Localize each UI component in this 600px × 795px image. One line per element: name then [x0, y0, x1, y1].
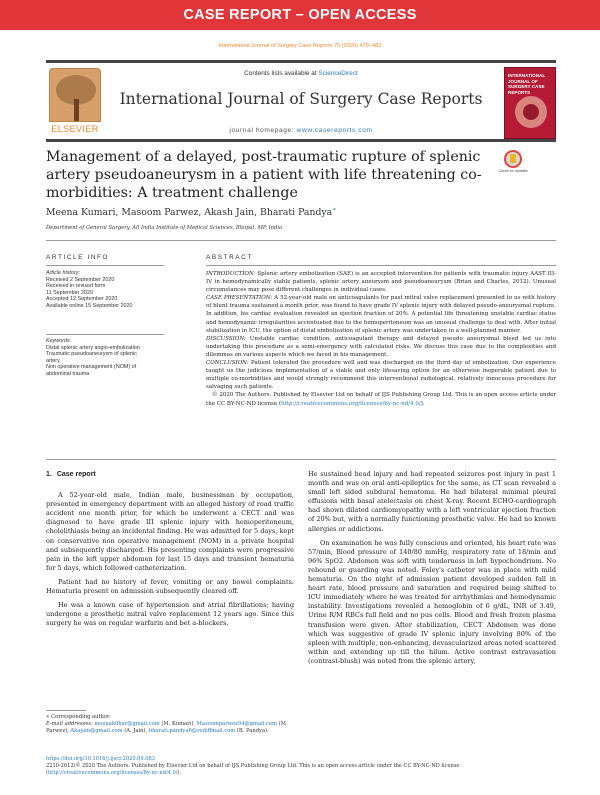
abstract-heading: ABSTRACT — [206, 254, 253, 261]
author-list — [46, 206, 546, 218]
article-info-heading: ARTICLE INFO — [46, 254, 110, 261]
case-report-banner — [0, 0, 600, 30]
divider — [46, 459, 556, 460]
body-paragraph: On examination he was fully conscious and oriented, his heart rate was 57/min, Blood pressure of 140/80 mmHg, respiratory rate of 18/min and 96% SpO2. Abdomen was soft with tenderness in left hypochondrium. No rebound or guarding was noted. Foley's catheter was in place with mild hematuria. On the night of admission patient developed sudden fall in heart rate, blood pressure and saturation and required being shifted to ICU immediately where he was treated for arrhythmias and hemodynamic instability. Investigations revealed a hemoglobin of 6 g/dL, INR of 3.49, Urine R/M RBCs full field and no pus cells. Blood and fresh frozen plasma transfusion were given. After stabilization, CECT Abdomen was done which was suggestive of grade IV splenic injury involving 80% of the spleen with multiple, non-enhancing, devascularized areas noted scattered within and extending up till the hilum. Active contrast extravasation (contrast-blush) was noted from the splenic artery, — [308, 538, 556, 665]
check-for-updates-badge[interactable] — [498, 150, 528, 178]
keyword-item: artery — [46, 357, 60, 364]
footnote — [46, 714, 296, 735]
abstract-case — [206, 294, 556, 334]
abstract-introduction — [206, 270, 556, 294]
section-heading — [46, 470, 294, 479]
keywords-label: Keywords: — [46, 338, 72, 344]
section-title: Case report — [56, 471, 96, 478]
body-right-column — [308, 470, 556, 671]
article-metadata-footer — [46, 756, 556, 776]
corresponding-author-note: ∗ Corresponding author. — [46, 714, 111, 720]
email-owner: (M. Kumari), — [161, 721, 195, 727]
article-history — [46, 270, 164, 310]
abstract-conclusion-text: Patient tolerated the procedure well and was discharged on the third day of embolization. Our experience taught us the judicious implementation of a viable and only lifesaving option for an otherwise inoperable patient due to multiple co-morbidities and would strongly recommend this interventional radiological, relatively innocuous procedure for salvaging such patients. — [206, 360, 556, 391]
email-link[interactable]: Akajain@gmail.com — [70, 728, 123, 734]
divider — [46, 265, 164, 266]
abstract-discussion — [206, 335, 556, 359]
abstract-case-label: CASE PRESENTATION: — [206, 295, 273, 302]
cover-art-icon — [515, 96, 547, 128]
abstract-conclusion — [206, 359, 556, 391]
abstract-body — [206, 270, 556, 408]
divider — [46, 240, 556, 241]
body-paragraph: He was a known case of hypertension and atrial fibrillations; having undergone a prosthetic mitral valve replacement 12 years ago. Since this surgery he was on regular warfarin and bet a-blockers. — [46, 601, 294, 628]
keywords — [46, 338, 164, 378]
body-paragraph: A 52-year-old male, Indian male, businessman by occupation, presented in emergency department with an alleged history of road traffic accident one month prior, for which he underwent a CECT and was diagnosed to have grade III splenic injury with hemoperitoneum, cholelithiasis being an incidental finding. He was admitted for 5 days, kept on conservative non operative management (NOM) in a private hospital and subsequently discharged. His presenting complaints were progressive pain in the left upper abdomen for last 15 days and transient hematuria for 5 days, which followed catheterization. — [46, 491, 294, 572]
license-link[interactable]: http://creativecommons.org/licenses/by-nc-nd/4.0/ — [48, 769, 178, 776]
copyright-text: © 2020 The Authors. Published by Elsevier Ltd on behalf of IJS Publishing Group Ltd. This is an open access article under the CC BY-NC-ND license ( — [206, 392, 556, 407]
history-item: Received 2 September 2020 — [46, 276, 115, 283]
crossmark-icon — [504, 150, 522, 168]
crossmark-label: Check for updates — [498, 169, 528, 173]
email-label: E-mail addresses: — [46, 721, 93, 727]
abstract-conclusion-label: CONCLUSION: — [206, 360, 249, 367]
section-number: 1. — [46, 471, 52, 478]
email-owner: (M. Parwez), — [46, 721, 288, 734]
copyright-end: ). — [420, 400, 425, 407]
keyword-item: Traumatic pseudoaneurysm of splenic — [46, 351, 137, 358]
homepage-label: journal homepage: — [229, 127, 295, 134]
corresponding-author-mark[interactable]: ∗ — [332, 206, 337, 213]
journal-citation[interactable]: International Journal of Surgery Case Reports 75 (2020) 479–482 — [218, 43, 382, 49]
contents-line — [46, 70, 556, 77]
abstract-intro-label: INTRODUCTION: — [206, 271, 256, 277]
journal-homepage — [46, 127, 556, 134]
issn-copyright — [46, 763, 556, 777]
email-link[interactable]: meenakdhar@gmail.com — [94, 721, 160, 727]
abstract-discussion-text: Unstable cardiac condition, anticoagulant therapy and delayed pseudo aneurysmal bleed led us into undertaking this procedure as a semi-emergency with calculated risks. We discuss this case due to the complexities and dilemmas on various aspects which we faced in his management. — [206, 335, 557, 358]
journal-cover-thumbnail[interactable] — [504, 67, 556, 139]
history-item: Received in revised form — [46, 283, 106, 290]
journal-masthead — [46, 60, 556, 142]
divider — [46, 334, 164, 335]
elsevier-wordmark: ELSEVIER — [51, 124, 99, 134]
email-link[interactable]: Masoomparwez94@gmail.com — [196, 721, 277, 727]
email-owner: (A. Jain), — [124, 728, 148, 734]
journal-title: International Journal of Surgery Case Reports — [119, 90, 483, 108]
issn-end: ). — [177, 769, 182, 776]
affiliation: Department of General Surgery, All India Institute of Medical Sciences, Bhopal, MP, India — [46, 225, 283, 231]
body-paragraph: Patient had no history of fever, vomiting or any bowel complaints. Hematuria present on admission subsequently cleared off. — [46, 577, 294, 596]
footnote-divider — [46, 710, 86, 711]
email-list — [46, 721, 296, 735]
divider — [206, 265, 556, 266]
body-left-column — [46, 470, 294, 633]
banner-text: CASE REPORT – OPEN ACCESS — [183, 7, 417, 23]
contents-prefix: Contents lists available at — [244, 70, 317, 77]
doi-link[interactable]: https://doi.org/10.1016/j.ijscr.2020.09.083 — [46, 756, 156, 762]
cover-title: INTERNATIONAL JOURNAL OF SURGERY CASE REPORTS — [508, 73, 546, 95]
history-item: 11 September 2020 — [46, 289, 93, 296]
abstract-case-text: A 52-year-old male on anticoagulants for past mitral valve replacement presented to us with history of blunt trauma sustained a month prior, was found to have grade IV splenic injury with delayed pseudo-aneurysmal rupture. In addition, his cardiac evaluation revealed an ejection fraction of 20%. A potential life threatening unstable cardiac status and hemodynamic irregularities accentuated due to the hemoperitoneum was an unusual challenge to deal with. After initial stabilization in ICU, the option of distal embolization of splenic artery was undertaken in a well-planned manner. — [206, 295, 556, 334]
keyword-item: abdominal trauma — [46, 370, 90, 377]
abstract-intro-text: Splenic artery embolization (SAE) is an accepted intervention for patients with traumatic injury AAST III-IV in hemodynamically stable patients, splenic artery aneurysm and pseudoaneurysm (Brian and Charles, 2012). Unusual circumstances may pose different challenges in individual cases. — [206, 271, 556, 294]
keyword-item: Distal splenic artery angio-embolization — [46, 344, 140, 351]
license-link[interactable]: http://creativecommons.org/licenses/by-nc-nd/4.0/ — [280, 400, 421, 407]
authors-names: Meena Kumari, Masoom Parwez, Akash Jain, Bharati Pandya — [46, 207, 333, 219]
history-label: Article history: — [46, 270, 80, 276]
body-paragraph: He sustained head injury and had repeated seizures post injury in past 1 month and was on oral anti-epileptics for the same, as CT scan revealed a small left sided subdural hematoma. He had bilateral minimal pleural effusions with basal atelectasis on chest X-ray. Recent ECHO-cardiograph had shown dilated cardiomyopathy with a left ventricular ejection fraction of 20% but, with a normally functioning prosthetic valve. He had no known allergies or addictions. — [308, 470, 556, 533]
article-title: Management of a delayed, post-traumatic rupture of splenic artery pseudoaneurysm in a patient with life threatening co-morbidities: A treatment challenge — [46, 149, 482, 201]
sciencedirect-link[interactable]: ScienceDirect — [318, 70, 358, 77]
keyword-item: Non operative management (NOM) of — [46, 364, 137, 371]
issn-text: 2210-2612/© 2020 The Authors. Published by Elsevier Ltd on behalf of IJS Publishing Group Ltd. This is an open access article under the CC BY-NC-ND license ( — [46, 762, 460, 776]
email-link[interactable]: bharati.pandya6@rediffmail.com — [148, 728, 236, 734]
history-item: Accepted 12 September 2020 — [46, 296, 118, 303]
homepage-link[interactable]: www.casereports.com — [296, 127, 373, 134]
copyright-notice — [206, 391, 556, 407]
email-owner: (B. Pandya). — [236, 728, 269, 734]
history-item: Available online 15 September 2020 — [46, 302, 133, 309]
abstract-discussion-label: DISCUSSION: — [206, 335, 246, 342]
